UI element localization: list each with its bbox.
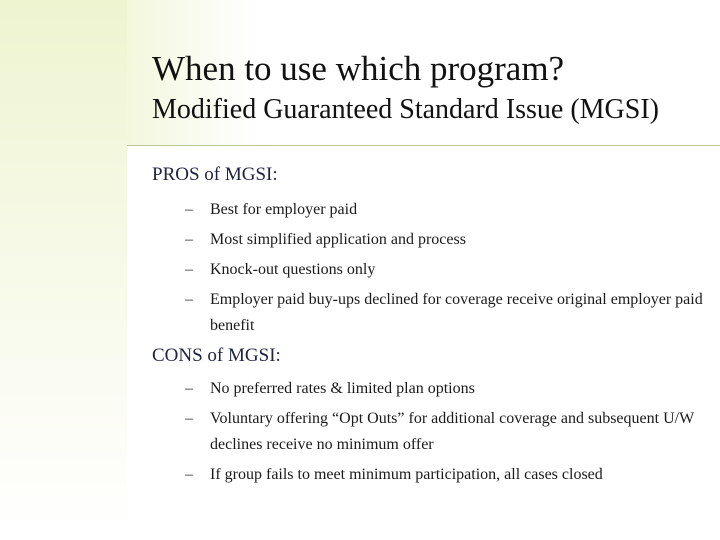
dash-bullet-icon: – — [185, 380, 193, 397]
pros-bullet-text: Most simplified application and process — [210, 231, 466, 248]
cons-list — [185, 376, 705, 492]
pros-heading: PROS of MGSI: — [152, 164, 278, 185]
pros-bullet-text: Employer paid buy-ups declined for coverage receive original employer paid benefit — [210, 291, 703, 334]
pros-bullet-text: Best for employer paid — [210, 201, 358, 218]
dash-bullet-icon: – — [185, 201, 193, 218]
dash-bullet-icon: – — [185, 291, 193, 308]
cons-bullet — [185, 406, 705, 458]
header-divider — [127, 145, 720, 146]
dash-bullet-icon: – — [185, 231, 193, 248]
pros-bullet — [185, 257, 705, 283]
cons-bullet-text: No preferred rates & limited plan options — [210, 380, 475, 397]
cons-bullet — [185, 462, 705, 488]
pros-bullet-text: Knock-out questions only — [210, 261, 376, 278]
dash-bullet-icon: – — [185, 466, 193, 483]
pros-bullet — [185, 287, 705, 339]
cons-bullet — [185, 376, 705, 402]
slide-subtitle: Modified Guaranteed Standard Issue (MGSI) — [152, 94, 659, 125]
slide-title: When to use which program? — [152, 49, 565, 88]
cons-bullet-text: If group fails to meet minimum participation, all cases closed — [210, 466, 603, 483]
pros-list — [185, 197, 705, 343]
dash-bullet-icon: – — [185, 410, 193, 427]
cons-bullet-text: Voluntary offering “Opt Outs” for additional coverage and subsequent U/W declines receive no minimum offer — [210, 410, 694, 453]
pros-bullet — [185, 227, 705, 253]
dash-bullet-icon: – — [185, 261, 193, 278]
pros-bullet — [185, 197, 705, 223]
left-decorative-band — [0, 0, 127, 540]
cons-heading: CONS of MGSI: — [152, 345, 281, 366]
